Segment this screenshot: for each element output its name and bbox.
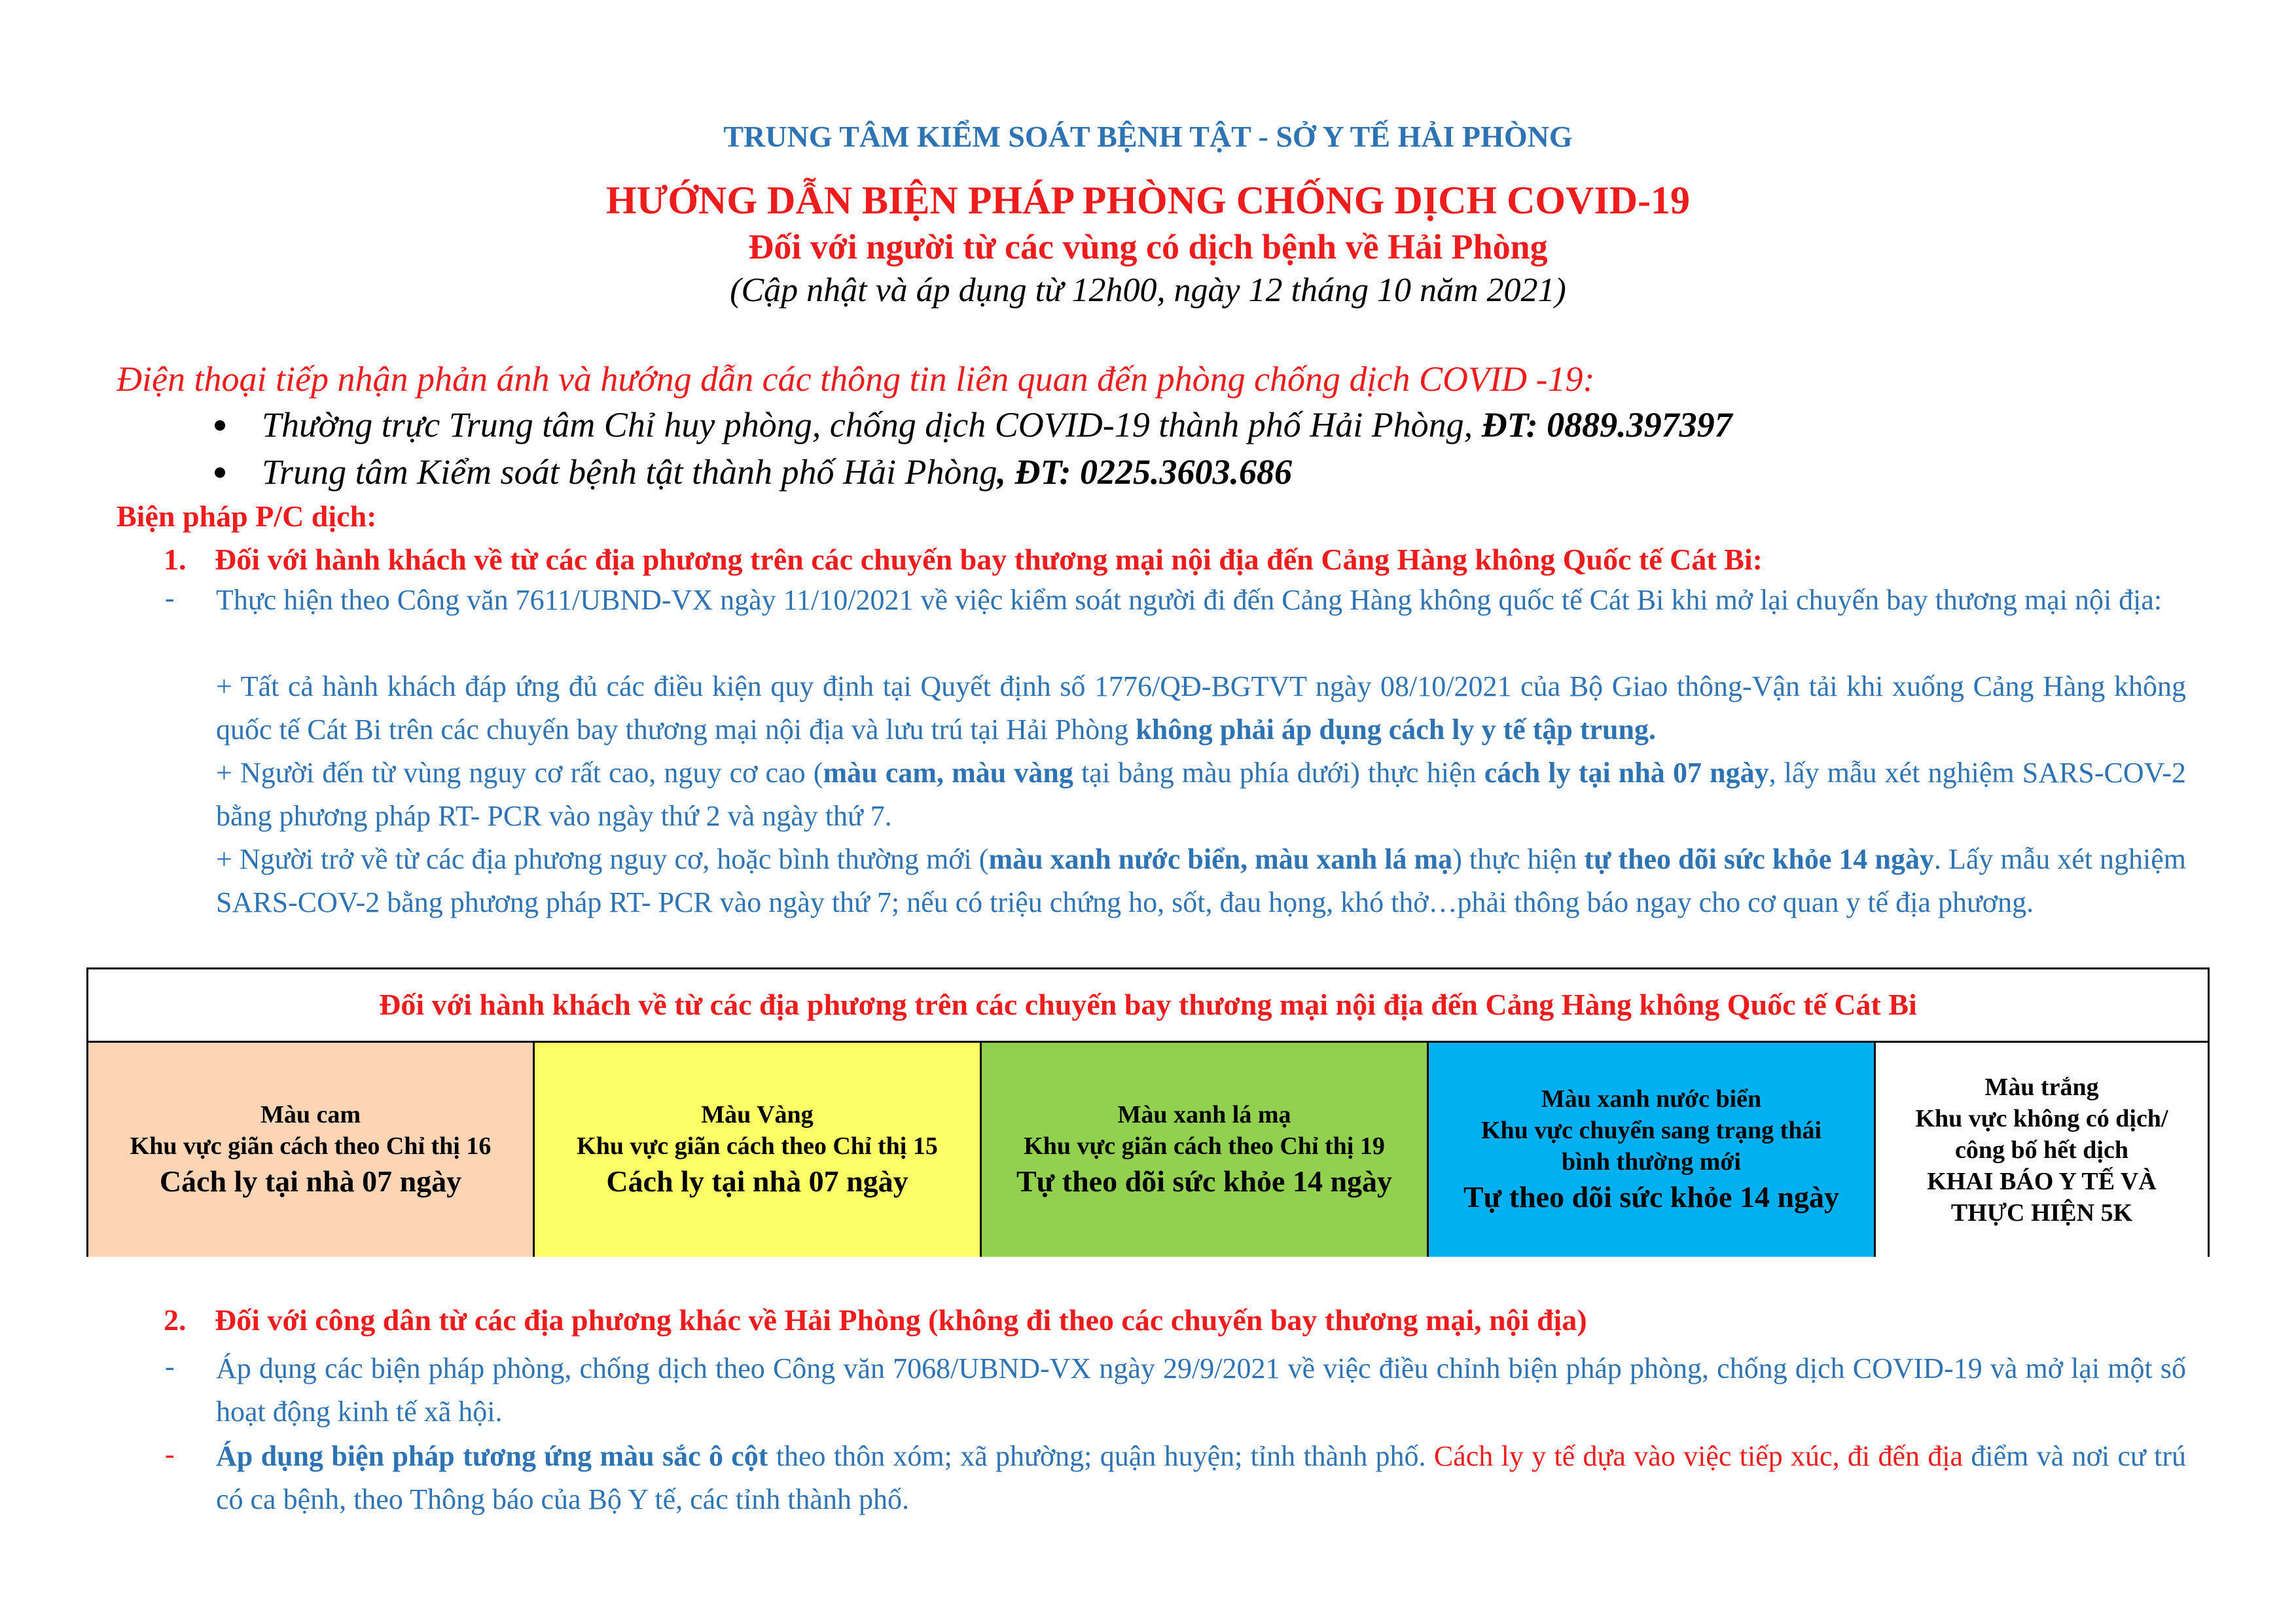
section-2-point: [216, 1435, 2186, 1521]
cell-color-name: Màu Vàng: [701, 1100, 814, 1128]
section-number: 2.: [164, 1303, 187, 1337]
paragraph-text: tại bảng màu phía dưới) thực hiện: [1073, 757, 1484, 789]
cell-action: Cách ly tại nhà 07 ngày: [159, 1164, 462, 1198]
cell-action: KHAI BÁO Y TẾ VÀ: [1927, 1167, 2157, 1195]
section-heading-text: Đối với hành khách về từ các địa phương trên các chuyến bay thương mại nội địa đến Cảng Hàng không Quốc tế Cát Bi:: [215, 543, 1763, 576]
table-cell-yellow: [535, 1043, 982, 1257]
paragraph-text: ) thực hiện: [1452, 843, 1585, 875]
update-date: (Cập nhật và áp dụng từ 12h00, ngày 12 tháng 10 năm 2021): [730, 272, 1566, 309]
cell-color-name: Màu xanh lá mạ: [1117, 1100, 1291, 1128]
section-1-point-c: [216, 838, 2186, 924]
document-title: HƯỚNG DẪN BIỆN PHÁP PHÒNG CHỐNG DỊCH COVID-19: [605, 179, 1691, 222]
table-cell-green: [982, 1043, 1429, 1257]
paragraph-text: Thực hiện theo Công văn 7611/UBND-VX ngày 11/10/2021 về việc kiểm soát người đi đến Cảng Hàng không quốc tế Cát Bi khi mở lại chuyến bay thương mại nội địa:: [216, 584, 2162, 616]
cell-zone-description: Khu vực chuyển sang trạng thái: [1480, 1116, 1822, 1144]
section-1-point-a: [216, 665, 2186, 751]
cell-zone-description-cont: bình thường mới: [1562, 1147, 1741, 1176]
section-2-paragraph: [216, 1347, 2186, 1434]
cell-action-cont: THỰC HIỆN 5K: [1950, 1199, 2133, 1227]
table-cell-white: [1876, 1043, 2208, 1257]
cell-action: Tự theo dõi sức khỏe 14 ngày: [1016, 1164, 1393, 1198]
hotline-name: Thường trực Trung tâm Chỉ huy phòng, chống dịch COVID-19 thành phố Hải Phòng,: [262, 405, 1482, 444]
dash-marker: -: [165, 1438, 175, 1470]
cell-zone-description: Khu vực giãn cách theo Chỉ thị 19: [1024, 1132, 1385, 1160]
bullet-icon: [215, 467, 225, 478]
hotline-item-command-center: [262, 405, 1732, 445]
paragraph-emphasis: màu cam, màu vàng: [823, 757, 1073, 789]
section-1-heading: [164, 542, 1763, 577]
cell-zone-description: Khu vực không có dịch/: [1915, 1104, 2168, 1132]
cell-color-name: Màu xanh nước biển: [1541, 1085, 1762, 1113]
dash-marker: -: [165, 582, 175, 614]
paragraph-text: + Người trở về từ các địa phương nguy cơ, hoặc bình thường mới (: [216, 843, 989, 875]
section-1-paragraph: [216, 579, 2186, 622]
cell-zone-description: Khu vực giãn cách theo Chỉ thị 15: [577, 1132, 938, 1160]
paragraph-text: + Người đến từ vùng nguy cơ rất cao, nguy cơ cao (: [216, 757, 823, 789]
table-heading: Đối với hành khách về từ các địa phương trên các chuyến bay thương mại nội địa đến Cảng Hàng không Quốc tế Cát Bi: [88, 969, 2208, 1043]
paragraph-text: . Lấy mẫu xét nghiệm SARS-COV-2 bằng phương pháp RT- PCR vào ngày thứ 7; nếu có triệu chứng ho, sốt, đau họng, khó thở…phải thông báo ngay cho cơ quan y tế địa phương.: [216, 843, 2186, 918]
risk-color-table: [86, 967, 2210, 1257]
table-cell-orange: [88, 1043, 535, 1257]
section-2-heading: [164, 1303, 1587, 1337]
paragraph-emphasis: Áp dụng biện pháp tương ứng màu sắc ô cột: [216, 1440, 768, 1472]
bullet-icon: [215, 420, 225, 431]
paragraph-emphasis: màu xanh nước biển, màu xanh lá mạ: [988, 843, 1453, 875]
cell-action: Tự theo dõi sức khỏe 14 ngày: [1463, 1180, 1840, 1214]
paragraph-text: theo thôn xóm; xã phường; quận huyện; tỉnh thành phố.: [768, 1440, 1434, 1472]
section-1-point-b: [216, 751, 2186, 838]
measures-label: Biện pháp P/C dịch:: [117, 499, 377, 533]
paragraph-text: điểm và nơi cư trú có ca bệnh, theo Thông báo của Bộ Y tế, các tỉnh thành phố.: [216, 1440, 2186, 1515]
hotline-intro: Điện thoại tiếp nhận phản ánh và hướng dẫn các thông tin liên quan đến phòng chống dịch COVID -19:: [117, 359, 1595, 399]
organization-name: TRUNG TÂM KIỂM SOÁT BỆNH TẬT - SỞ Y TẾ HẢI PHÒNG: [723, 120, 1573, 153]
paragraph-emphasis: tự theo dõi sức khỏe 14 ngày: [1584, 843, 1934, 875]
dash-marker: -: [165, 1350, 175, 1382]
hotline-phone: ĐT: 0889.397397: [1481, 405, 1732, 444]
hotline-item-cdc: [262, 452, 1292, 492]
hotline-phone: , ĐT: 0225.3603.686: [997, 452, 1293, 492]
cell-color-name: Màu trắng: [1984, 1073, 2099, 1101]
hotline-name: Trung tâm Kiểm soát bệnh tật thành phố Hải Phòng: [262, 452, 997, 492]
section-heading-text: Đối với công dân từ các địa phương khác về Hải Phòng (không đi theo các chuyến bay thương mại, nội địa): [215, 1303, 1587, 1337]
paragraph-warning: Cách ly y tế dựa vào việc tiếp xúc, đi đến địa: [1433, 1440, 1964, 1472]
cell-action: Cách ly tại nhà 07 ngày: [606, 1164, 908, 1198]
paragraph-emphasis: không phải áp dụng cách ly y tế tập trung.: [1136, 713, 1656, 746]
section-number: 1.: [164, 543, 187, 576]
paragraph-text: , lấy mẫu xét nghiệm SARS-COV-2 bằng phương pháp RT- PCR vào ngày thứ 2 và ngày thứ 7.: [216, 757, 2186, 832]
document-subtitle: Đối với người từ các vùng có dịch bệnh về Hải Phòng: [748, 227, 1548, 266]
paragraph-text: Áp dụng các biện pháp phòng, chống dịch theo Công văn 7068/UBND-VX ngày 29/9/2021 về việc điều chỉnh biện pháp phòng, chống dịch COVID-19 và mở lại một số hoạt động kinh tế xã hội.: [216, 1352, 2186, 1428]
cell-zone-description-cont: công bố hết dịch: [1955, 1136, 2128, 1164]
cell-color-name: Màu cam: [260, 1100, 361, 1128]
paragraph-emphasis: cách ly tại nhà 07 ngày: [1484, 757, 1769, 789]
cell-zone-description: Khu vực giãn cách theo Chỉ thị 16: [130, 1132, 492, 1160]
table-cell-blue: [1429, 1043, 1876, 1257]
paragraph-text: + Tất cả hành khách đáp ứng đủ các điều kiện quy định tại Quyết định số 1776/QĐ-BGTVT ngày 08/10/2021 của Bộ Giao thông-Vận tải khi xuống Cảng Hàng không quốc tế Cát Bi trên các chuyến bay thương mại nội địa và lưu trú tại Hải Phòng: [216, 670, 2186, 746]
